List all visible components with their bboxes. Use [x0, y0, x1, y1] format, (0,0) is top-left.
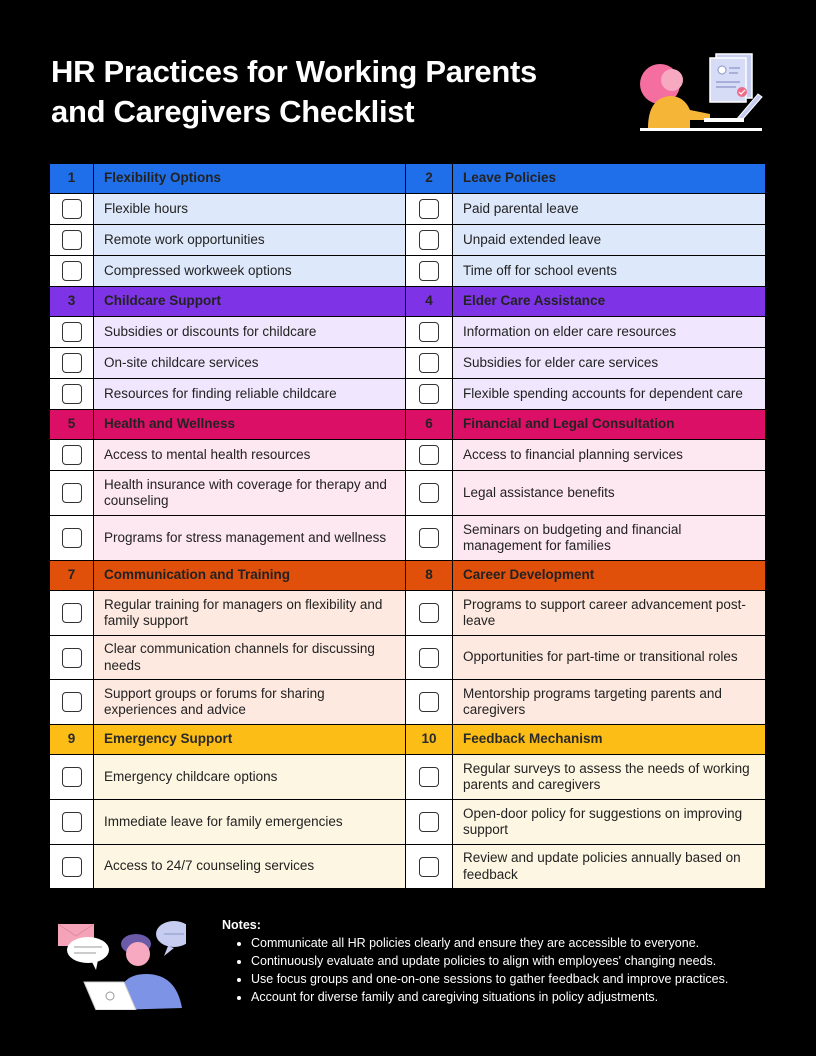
- checklist-item-text: Review and update policies annually based on feedback: [453, 845, 766, 889]
- section-title: Childcare Support: [94, 287, 406, 317]
- checkbox-empty-icon[interactable]: [62, 857, 82, 877]
- checklist-item-text: Programs for stress management and wellness: [94, 516, 406, 561]
- checkbox-empty-icon[interactable]: [62, 353, 82, 373]
- checklist-item-text: Access to financial planning services: [453, 440, 766, 471]
- checkbox-cell: [50, 636, 94, 680]
- note-item: • Communicate all HR policies clearly and ensure they are accessible to everyone.: [251, 934, 782, 952]
- checklist-item-text: Paid parental leave: [453, 194, 766, 225]
- checklist-item-text: Flexible hours: [94, 194, 406, 225]
- section-header-row: [50, 561, 766, 591]
- section-number: 1: [50, 164, 94, 194]
- section-number: 10: [406, 725, 453, 755]
- checklist-row: [50, 348, 766, 379]
- checklist-row: [50, 845, 766, 889]
- checkbox-cell: [50, 440, 94, 471]
- checkbox-cell: [406, 317, 453, 348]
- woman-at-laptop-illustration-icon: [636, 48, 768, 134]
- section-title: Communication and Training: [94, 561, 406, 591]
- checklist-table: [49, 163, 766, 889]
- notes-list: [222, 934, 782, 1006]
- checkbox-empty-icon[interactable]: [62, 199, 82, 219]
- checklist-item-text: Access to 24/7 counseling services: [94, 845, 406, 889]
- checkbox-empty-icon[interactable]: [419, 353, 439, 373]
- section-header-row: [50, 164, 766, 194]
- checklist-item-text: Programs to support career advancement post-leave: [453, 591, 766, 636]
- checklist-row: [50, 636, 766, 680]
- checkbox-cell: [50, 845, 94, 889]
- checklist-row: [50, 755, 766, 800]
- checklist-item-text: On-site childcare services: [94, 348, 406, 379]
- checklist-item-text: Legal assistance benefits: [453, 471, 766, 516]
- checklist-item-text: Time off for school events: [453, 256, 766, 287]
- checklist-item-text: Clear communication channels for discussing needs: [94, 636, 406, 680]
- checkbox-empty-icon[interactable]: [62, 384, 82, 404]
- checkbox-cell: [406, 845, 453, 889]
- checklist-item-text: Access to mental health resources: [94, 440, 406, 471]
- checkbox-cell: [406, 680, 453, 725]
- checkbox-empty-icon[interactable]: [62, 812, 82, 832]
- checkbox-empty-icon[interactable]: [419, 603, 439, 623]
- checkbox-empty-icon[interactable]: [419, 322, 439, 342]
- section-title: Health and Wellness: [94, 410, 406, 440]
- section-header-row: [50, 287, 766, 317]
- checklist-row: [50, 440, 766, 471]
- section-title: Flexibility Options: [94, 164, 406, 194]
- checkbox-empty-icon[interactable]: [419, 445, 439, 465]
- section-number: 8: [406, 561, 453, 591]
- checkbox-cell: [406, 755, 453, 800]
- checkbox-empty-icon[interactable]: [62, 603, 82, 623]
- section-number: 3: [50, 287, 94, 317]
- checkbox-cell: [406, 379, 453, 410]
- checkbox-cell: [50, 225, 94, 256]
- checkbox-cell: [50, 800, 94, 845]
- checklist-item-text: Mentorship programs targeting parents and caregivers: [453, 680, 766, 725]
- checkbox-empty-icon[interactable]: [62, 528, 82, 548]
- checklist-item-text: Flexible spending accounts for dependent care: [453, 379, 766, 410]
- title-line-1: HR Practices for Working Parents: [51, 54, 537, 89]
- checkbox-empty-icon[interactable]: [62, 767, 82, 787]
- section-number: 2: [406, 164, 453, 194]
- checkbox-cell: [50, 516, 94, 561]
- checklist-item-text: Open-door policy for suggestions on improving support: [453, 800, 766, 845]
- checklist-item-text: Immediate leave for family emergencies: [94, 800, 406, 845]
- checklist-item-text: Support groups or forums for sharing experiences and advice: [94, 680, 406, 725]
- checkbox-cell: [406, 516, 453, 561]
- checkbox-cell: [406, 225, 453, 256]
- checkbox-cell: [406, 348, 453, 379]
- checkbox-cell: [50, 591, 94, 636]
- checklist-item-text: Remote work opportunities: [94, 225, 406, 256]
- checkbox-cell: [50, 471, 94, 516]
- note-item: • Continuously evaluate and update policies to align with employees' changing needs.: [251, 952, 782, 970]
- checkbox-cell: [406, 636, 453, 680]
- checklist-item-text: Seminars on budgeting and financial management for families: [453, 516, 766, 561]
- checklist-item-text: Information on elder care resources: [453, 317, 766, 348]
- page-title: [51, 52, 611, 132]
- checklist-item-text: Unpaid extended leave: [453, 225, 766, 256]
- checklist-row: [50, 317, 766, 348]
- checkbox-cell: [50, 680, 94, 725]
- checkbox-empty-icon[interactable]: [62, 483, 82, 503]
- checklist-row: [50, 194, 766, 225]
- checkbox-empty-icon[interactable]: [419, 767, 439, 787]
- section-number: 4: [406, 287, 453, 317]
- checklist-item-text: Resources for finding reliable childcare: [94, 379, 406, 410]
- section-header-row: [50, 410, 766, 440]
- checkbox-empty-icon[interactable]: [62, 230, 82, 250]
- section-title: Feedback Mechanism: [453, 725, 766, 755]
- notes-heading: Notes:: [222, 918, 261, 932]
- section-title: Elder Care Assistance: [453, 287, 766, 317]
- checklist-row: [50, 800, 766, 845]
- checkbox-empty-icon[interactable]: [419, 692, 439, 712]
- section-title: Career Development: [453, 561, 766, 591]
- checkbox-cell: [50, 379, 94, 410]
- section-title: Leave Policies: [453, 164, 766, 194]
- checkbox-empty-icon[interactable]: [62, 692, 82, 712]
- section-number: 9: [50, 725, 94, 755]
- checkbox-cell: [50, 194, 94, 225]
- checklist-row: [50, 379, 766, 410]
- checkbox-empty-icon[interactable]: [62, 445, 82, 465]
- checklist-item-text: Regular training for managers on flexibility and family support: [94, 591, 406, 636]
- checkbox-cell: [50, 256, 94, 287]
- checklist-item-text: Health insurance with coverage for therapy and counseling: [94, 471, 406, 516]
- notes-section: [222, 916, 782, 1006]
- checklist-row: [50, 591, 766, 636]
- checklist-item-text: Compressed workweek options: [94, 256, 406, 287]
- checkbox-cell: [406, 194, 453, 225]
- checklist-item-text: Opportunities for part-time or transitional roles: [453, 636, 766, 680]
- checkbox-cell: [406, 471, 453, 516]
- checkbox-empty-icon[interactable]: [419, 483, 439, 503]
- section-number: 6: [406, 410, 453, 440]
- checkbox-empty-icon[interactable]: [419, 648, 439, 668]
- checkbox-empty-icon[interactable]: [62, 261, 82, 281]
- checklist-row: [50, 225, 766, 256]
- checkbox-cell: [406, 591, 453, 636]
- section-title: Emergency Support: [94, 725, 406, 755]
- checkbox-empty-icon[interactable]: [419, 857, 439, 877]
- checkbox-empty-icon[interactable]: [419, 230, 439, 250]
- checkbox-cell: [50, 348, 94, 379]
- man-at-laptop-illustration-icon: [56, 920, 186, 1010]
- checklist-row: [50, 680, 766, 725]
- checklist-item-text: Subsidies for elder care services: [453, 348, 766, 379]
- checkbox-empty-icon[interactable]: [419, 384, 439, 404]
- checkbox-cell: [50, 317, 94, 348]
- checkbox-empty-icon[interactable]: [419, 199, 439, 219]
- title-line-2: and Caregivers Checklist: [51, 94, 415, 129]
- checklist-row: [50, 471, 766, 516]
- checkbox-empty-icon[interactable]: [419, 528, 439, 548]
- checkbox-cell: [406, 440, 453, 471]
- section-number: 5: [50, 410, 94, 440]
- checkbox-cell: [406, 256, 453, 287]
- section-header-row: [50, 725, 766, 755]
- section-number: 7: [50, 561, 94, 591]
- checkbox-empty-icon[interactable]: [62, 648, 82, 668]
- checklist-item-text: Subsidies or discounts for childcare: [94, 317, 406, 348]
- checklist-item-text: Regular surveys to assess the needs of working parents and caregivers: [453, 755, 766, 800]
- checkbox-empty-icon[interactable]: [62, 322, 82, 342]
- checkbox-cell: [50, 755, 94, 800]
- checkbox-empty-icon[interactable]: [419, 812, 439, 832]
- checklist-row: [50, 256, 766, 287]
- section-title: Financial and Legal Consultation: [453, 410, 766, 440]
- note-item: • Account for diverse family and caregiving situations in policy adjustments.: [251, 988, 782, 1006]
- checklist-item-text: Emergency childcare options: [94, 755, 406, 800]
- checkbox-cell: [406, 800, 453, 845]
- checkbox-empty-icon[interactable]: [419, 261, 439, 281]
- note-item: • Use focus groups and one-on-one sessions to gather feedback and improve practices.: [251, 970, 782, 988]
- checklist-row: [50, 516, 766, 561]
